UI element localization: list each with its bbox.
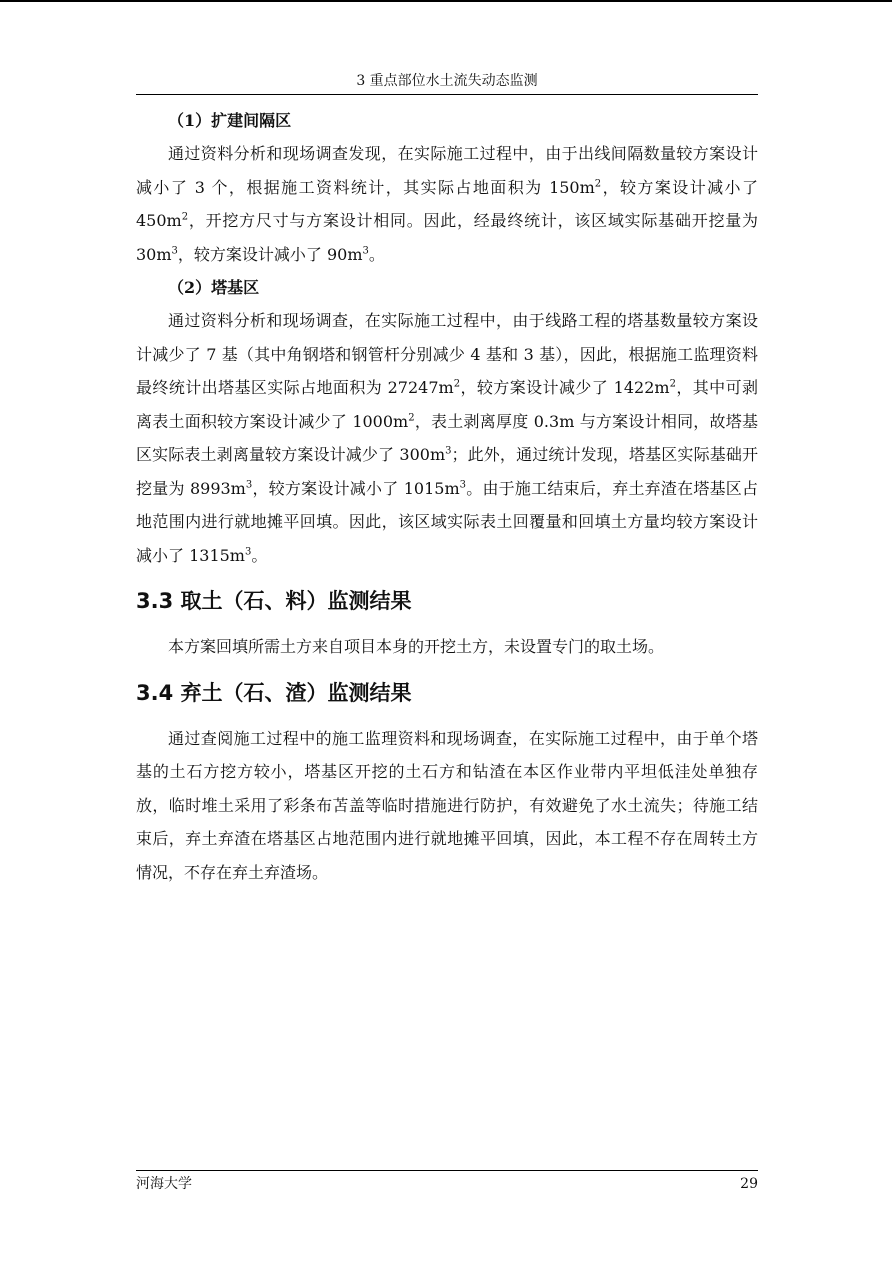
superscript: 2 — [181, 211, 189, 223]
superscript: 2 — [594, 178, 602, 190]
superscript: 2 — [453, 378, 461, 390]
running-header — [136, 70, 758, 95]
text-run: ，其中可剥离表土面积较方案设计减少了 1000m — [136, 378, 758, 431]
superscript: 2 — [669, 378, 676, 390]
text-run: 通过资料分析和现场调查发现，在实际施工过程中，由于出线间隔数量较方案设计减小了 3 个，根据施工资料统计，其实际占地面积为 150m — [136, 144, 758, 197]
superscript: 3 — [244, 546, 252, 558]
spacer — [136, 664, 758, 678]
text-run: ；此外，通过统计发现，塔基区实际基础开挖量为 8993m — [136, 445, 758, 498]
section-heading-borrow: 3.3 取土（石、料）监测结果 — [136, 589, 412, 613]
text-run: ，较方案设计减小了 90m — [177, 244, 363, 264]
footer-organization: 河海大学 — [136, 1176, 192, 1192]
text-run: 通过资料分析和现场调查，在实际施工过程中，由于线路工程的塔基数量较方案设计减少了 7 基（其中角钢塔和钢管杆分别减少 4 基和 3 基），因此，根据施工监理资料最终统计出塔基区实际占地面积为 27247m — [136, 311, 758, 397]
subheading-expansion-bay: （1）扩建间隔区 — [168, 111, 292, 130]
page-number: 29 — [740, 1176, 758, 1192]
subheading-tower-base: （2）塔基区 — [168, 278, 260, 297]
paragraph-expansion-bay — [136, 137, 758, 271]
text-run: ，较方案设计减小了 450m — [136, 177, 758, 230]
text-run: ，较方案设计减少了 1422m — [460, 378, 670, 397]
text-run: ，表土剥离厚度 0.3m 与方案设计相同，故塔基区实际表土剥离量较方案设计减少了 300m — [136, 411, 758, 464]
paragraph-borrow: 本方案回填所需土方来自项目本身的开挖土方，未设置专门的取土场。 — [168, 637, 665, 656]
superscript: 3 — [245, 479, 253, 491]
spacer — [136, 708, 758, 722]
spacer — [136, 572, 758, 586]
superscript: 2 — [408, 412, 415, 424]
superscript: 3 — [445, 445, 452, 457]
text-run: 。由于施工结束后，弃土弃渣在塔基区占地范围内进行就地摊平回填。因此，该区域实际表土回覆量和回填土方量均较方案设计减小了 1315m — [136, 478, 758, 565]
text-run: 。 — [251, 545, 268, 565]
spacer — [136, 616, 758, 630]
superscript: 3 — [171, 245, 178, 257]
superscript: 3 — [459, 479, 467, 491]
page-body — [136, 104, 758, 889]
text-run: ，较方案设计减小了 1015m — [252, 478, 460, 498]
paragraph-tower-base — [136, 304, 758, 572]
text-run: 。 — [368, 244, 385, 264]
header-title: 3 重点部位水土流失动态监测 — [356, 73, 538, 89]
section-heading-spoil: 3.4 弃土（石、渣）监测结果 — [136, 680, 412, 705]
paragraph-spoil: 通过查阅施工过程中的施工监理资料和现场调查，在实际施工过程中，由于单个塔基的土石方挖方较小，塔基区开挖的土石方和钻渣在本区作业带内平坦低洼处单独存放，临时堆土采用了彩条布苫盖等临时措施进行防护，有效避免了水土流失；待施工结束后，弃土弃渣在塔基区占地范围内进行就地摊平回填，因此，本工程不存在周转土方情况，不存在弃土弃渣场。 — [136, 728, 758, 882]
page-footer — [136, 1170, 758, 1193]
text-run: ，开挖方尺寸与方案设计相同。因此，经最终统计，该区域实际基础开挖量为 30m — [136, 211, 758, 264]
superscript: 3 — [362, 245, 369, 257]
top-border-line — [0, 0, 892, 2]
